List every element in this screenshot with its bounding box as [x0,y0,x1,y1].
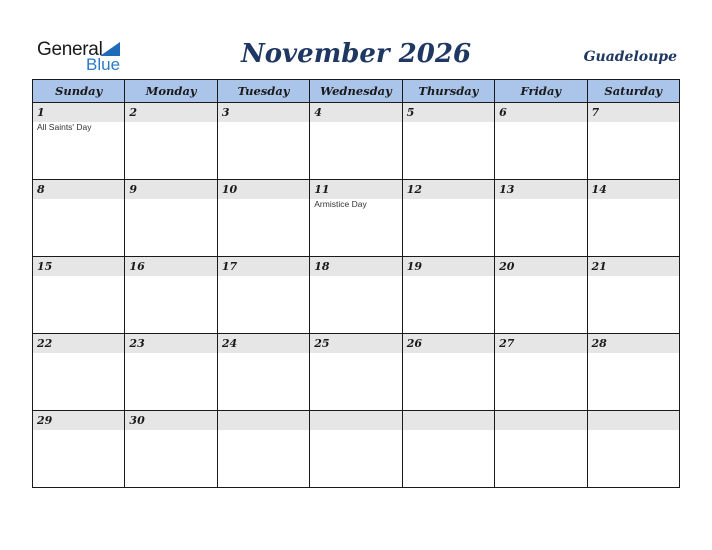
holiday-label: All Saints' Day [37,122,92,132]
day-number: 19 [403,257,494,276]
day-number: 29 [33,411,124,430]
weekday-friday: Friday [495,80,587,103]
day-number: 27 [495,334,586,353]
day-number [495,411,586,430]
week-row [33,411,680,488]
day-number: 26 [403,334,494,353]
day-number: 20 [495,257,586,276]
day-number [218,411,309,430]
logo-word-general: General [37,39,103,60]
day-cell [402,411,494,488]
weekday-wednesday: Wednesday [310,80,402,103]
day-number: 21 [588,257,679,276]
day-number: 22 [33,334,124,353]
day-cell [125,334,217,411]
day-number [403,411,494,430]
day-number: 4 [310,103,401,122]
day-cell [310,334,402,411]
day-number: 17 [218,257,309,276]
day-cell [310,411,402,488]
day-cell [217,257,309,334]
day-cell [310,257,402,334]
week-row [33,257,680,334]
day-cell [125,257,217,334]
day-cell [495,257,587,334]
day-cell [495,411,587,488]
day-cell [33,103,125,180]
day-cell [587,257,679,334]
weekday-header-row [33,80,680,103]
day-cell [402,180,494,257]
week-row [33,180,680,257]
weekday-thursday: Thursday [402,80,494,103]
calendar-title: November 2026 [240,39,472,69]
day-cell [495,103,587,180]
day-number: 24 [218,334,309,353]
weekday-tuesday: Tuesday [217,80,309,103]
day-number: 11 [310,180,401,199]
day-number [310,411,401,430]
day-number: 9 [125,180,216,199]
day-cell [495,180,587,257]
day-cell [125,180,217,257]
day-cell [587,103,679,180]
day-number: 15 [33,257,124,276]
day-number: 25 [310,334,401,353]
day-number: 5 [403,103,494,122]
day-number: 3 [218,103,309,122]
week-row [33,103,680,180]
day-cell [495,334,587,411]
day-number: 12 [403,180,494,199]
day-number: 10 [218,180,309,199]
day-cell [33,180,125,257]
day-cell [125,411,217,488]
day-number: 28 [588,334,679,353]
weekday-sunday: Sunday [33,80,125,103]
day-number: 23 [125,334,216,353]
day-cell [33,334,125,411]
day-cell [402,103,494,180]
logo-word-blue: Blue [86,55,121,74]
day-cell [587,180,679,257]
day-number: 18 [310,257,401,276]
region-label: Guadeloupe [583,49,677,65]
day-number: 16 [125,257,216,276]
day-cell [125,103,217,180]
weekday-saturday: Saturday [587,80,679,103]
day-number: 7 [588,103,679,122]
day-cell [33,411,125,488]
day-cell [217,180,309,257]
day-number: 30 [125,411,216,430]
day-cell [217,103,309,180]
holiday-label: Armistice Day [314,199,367,209]
week-row [33,334,680,411]
day-number: 8 [33,180,124,199]
day-number: 6 [495,103,586,122]
weekday-monday: Monday [125,80,217,103]
day-cell [217,411,309,488]
day-cell [402,257,494,334]
day-number: 1 [33,103,124,122]
day-cell [402,334,494,411]
day-number: 13 [495,180,586,199]
day-cell [217,334,309,411]
day-cell [310,180,402,257]
day-number [588,411,679,430]
day-number: 14 [588,180,679,199]
day-cell [587,334,679,411]
day-number: 2 [125,103,216,122]
day-cell [33,257,125,334]
day-cell [587,411,679,488]
day-cell [310,103,402,180]
calendar-grid [32,79,680,488]
